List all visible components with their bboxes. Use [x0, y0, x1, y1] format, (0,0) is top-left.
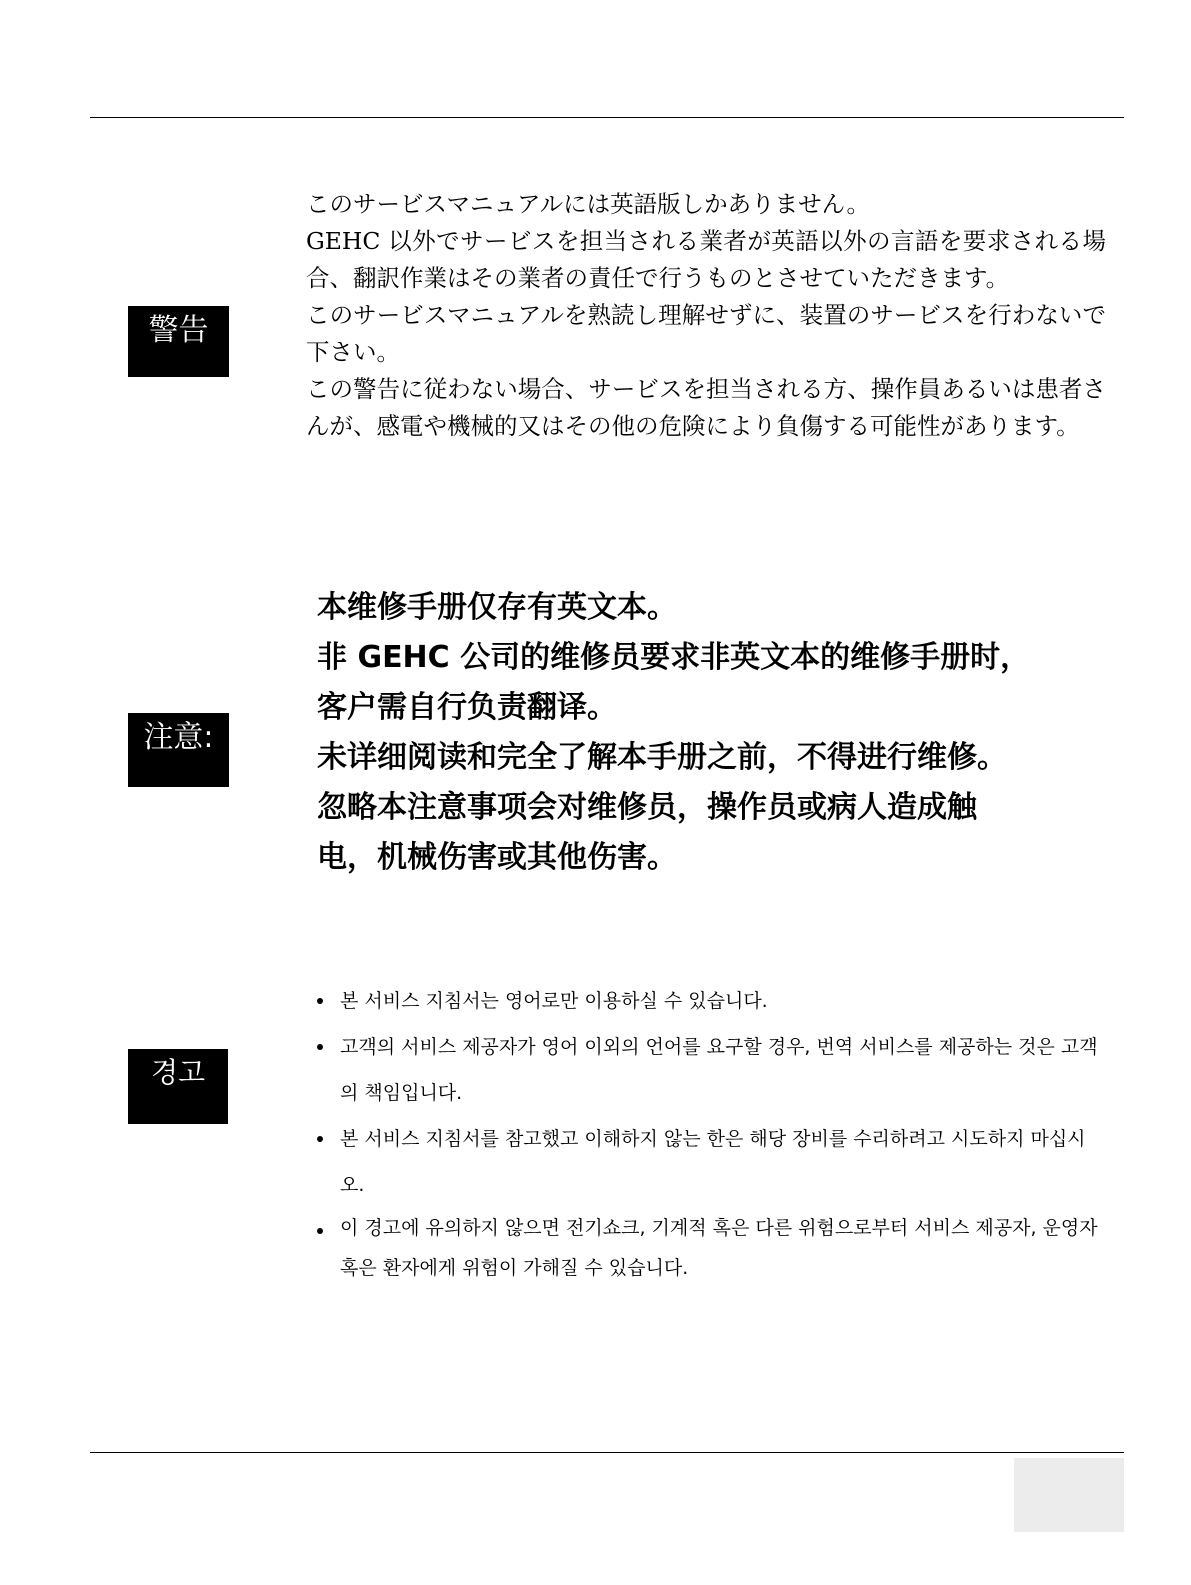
chinese-line: 未详细阅读和完全了解本手册之前，不得进行维修。 [317, 740, 1007, 775]
japanese-warning-text [306, 186, 1106, 445]
chinese-line: 本维修手册仅存有英文本。 [317, 590, 677, 625]
chinese-caution-text [317, 583, 1097, 883]
chinese-line: 电，机械伤害或其他伤害。 [317, 840, 677, 875]
page-number-box [1014, 1458, 1124, 1532]
chinese-line: 客户需自行负责翻译。 [317, 690, 617, 725]
korean-warning-list [316, 978, 1106, 1288]
chinese-caution-label: 注意: [128, 713, 229, 787]
korean-list-item: 이 경고에 유의하지 않으면 전기쇼크, 기계적 혹은 다른 위험으로부터 서비스 제공자, 운영자 혹은 환자에게 위험이 가해질 수 있습니다. [316, 1208, 1106, 1288]
japanese-paragraph: この警告に従わない場合、サービスを担当される方、操作員あるいは患者さんが、感電や機械的又はその他の危険により負傷する可能性があります。 [306, 375, 1106, 440]
korean-list-item: 본 서비스 지침서는 영어로만 이용하실 수 있습니다. [316, 978, 1106, 1024]
footer-rule [90, 1452, 1124, 1453]
korean-warning-label: 경고 [128, 1049, 228, 1124]
japanese-paragraph: GEHC 以外でサービスを担当される業者が英語以外の言語を要求される場合、翻訳作業はその業者の責任で行うものとさせていただきます。 [306, 227, 1106, 292]
header-rule [90, 117, 1124, 118]
korean-list-item: 본 서비스 지침서를 참고했고 이해하지 않는 한은 해당 장비를 수리하려고 시도하지 마십시오. [316, 1116, 1106, 1208]
japanese-paragraph: このサービスマニュアルには英語版しかありません。 [306, 190, 870, 218]
japanese-paragraph: このサービスマニュアルを熟読し理解せずに、装置のサービスを行わないで下さい。 [306, 301, 1106, 366]
chinese-line: 忽略本注意事项会对维修员，操作员或病人造成触 [317, 790, 977, 825]
chinese-line: 非 GEHC 公司的维修员要求非英文本的维修手册时， [317, 640, 1031, 675]
japanese-warning-label: 警告 [128, 306, 229, 377]
korean-list-item: 고객의 서비스 제공자가 영어 이외의 언어를 요구할 경우, 번역 서비스를 제공하는 것은 고객의 책임입니다. [316, 1024, 1106, 1116]
